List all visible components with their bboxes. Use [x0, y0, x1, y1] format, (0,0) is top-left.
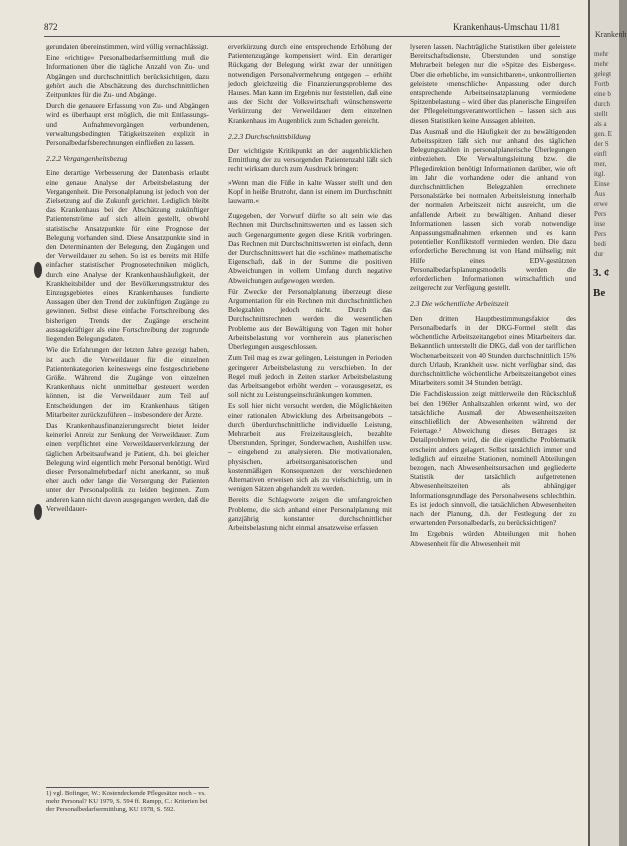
- binding-hole: [34, 504, 42, 520]
- paragraph: Durch die genauere Erfassung von Zu- und Abgängen wird es überhaupt erst möglich, die mit Entlassungs- und Aufnahmevorgängen verbundenen, verwaltungsbedingten Tätigkeitszeiten explizit in Personalbedarfsberechnungen einfließen zu lassen.: [46, 101, 209, 148]
- section-heading: 2.3 Die wöchentliche Arbeitszeit: [410, 299, 509, 309]
- paragraph: lyseren lassen. Nachträgliche Statistiken über geleistete Bereitschaftsdienste, Überstunden und sonstige Mehrarbeit belegen nur die »Spitze des Eisberges«. Über die erhebliche, im »unsichtbaren«, unkontrollierten geleistete ›menschliche‹ Anpassung oder durch entsprechende Arbeitseinsatzplanung vermiedene Spitzenbelastung – wird über das planerische Eingreifen der Pflegeleitungsverantwortlichen – lassen sich aus diesen Statistiken keine Aussagen ableiten.: [410, 42, 576, 125]
- section-heading: 2.2.3 Durchschnittsbildung: [228, 131, 311, 141]
- running-title: Krankenhaus-Umschau 11/81: [453, 22, 560, 32]
- paragraph: Zum Teil mag es zwar gelingen, Leistungen in Perioden geringerer Arbeitsbelastung zu verschieben. In der Regel muß jedoch in Zeiten starker Arbeitsbelastung das Arbeitsangebot erhöht werden – vorausgesetzt, es soll nicht zu Leistungseinschränkungen kommen.: [228, 353, 392, 400]
- adjacent-page-edge: [588, 0, 627, 846]
- adjacent-section-heading-2: Be: [593, 287, 606, 299]
- paragraph: Eine »richtige« Personalbedarfsermittlung muß die Informationen über die tägliche Anzahl von Zu- und Abgängen und durchschnittlich berücksichtigen, dazu gehört auch die Abschätzung des durchschnittlichen Zeitpunktes für die Zu- und Abgänge.: [46, 53, 209, 100]
- paragraph: erverkürzung durch eine entsprechende Erhöhung der Patientenzugänge kompensiert wird. Ein derartiger Rückgang der Belegung wirkt zwar der unnötigen notwendigen Personalvermehrung entgegen – erhöht jedoch gleichzeitig die Finanzierungsprobleme des Hauses. Man kann im Ergebnis nur feststellen, daß eine aus der Sicht der Volkswirtschaft wünschenswerte Verkürzung der Verweildauer dem einzelnen Krankenhaus im Augenblick zum Schaden gereicht.: [228, 42, 392, 125]
- paragraph: Bereits die Schlagworte zeigen die umfangreichen Probleme, die sich anhand einer Personalplanung mit ganzjährig konstanter durchschnittlicher Arbeitsbelastung nicht einmal ansatzweise erfassen: [228, 495, 392, 532]
- page-number: 872: [44, 22, 58, 32]
- paragraph: Die Fachdiskussion zeigt mittlerweile den Rückschluß bei den 1969er Anhaltszahlen erkennt wird, wo der tatsächliche Ausmaß der Abwesenheitszeiten einschließlich der Abwesenheiten während der Feiertage.² Abweichung dieses Betrages ist Detailproblemen wird, die die eigentliche Problematik erscheint anders gelagert. Selbst tatsächlich immer und lediglich auf einzelne Stationen, nominell Abteilungen bezogen, nach Abwesenheitsursachen und gegliederte Statistik der tatsächlich aufgetretenen Abwesenheitszeiten als abhängiger Informationsgrundlage des Personalwesens schlechthin. Es ist jedoch sinnvoll, die tatsächlichen Abwesenheiten nach der Planung, d.h. der Festlegung der zu erwartenden Personalbedarfs, zu berücksichtigen?: [410, 389, 576, 528]
- quotation: »Wenn man die Füße in kalte Wasser stellt und den Kopf in heiße Brutrohr, dann ist einem im Durchschnitt lauwarm.«: [228, 177, 392, 206]
- adjacent-section-heading: 3. ¢: [593, 267, 610, 279]
- paragraph: Zugegeben, der Vorwurf dürfte so alt sein wie das Rechnen mit Durchschnittswerten und es lassen sich auch Gegenargumente gegen diese Kritik vorbringen. Das Rechnen mit Durchschnittswerten ist einfach, denn der Durchschnittswert hat die »schöne« mathematische Eigenschaft, daß in der Summe die positiven Abweichungen in vollem Umfang durch negative Abweichungen aufgewogen werden.: [228, 211, 392, 285]
- paragraph: Im Ergebnis würden Abteilungen mit hohen Abwesenheit für die Abwesenheit mit: [410, 529, 576, 548]
- paragraph: Eine derartige Verbesserung der Datenbasis erlaubt eine genaue Analyse der Arbeitsbelastung der Vergangenheit. Die Personalplanung ist jedoch von der Zielsetzung auf die Zukunft gerichtet. Lediglich bleibt das Krankenhaus bei der Abschätzung zukünftiger Patientenströme auf sich allein gestellt, obwohl statistische Ansatzpunkte für eine Prognose der Belegung vorhanden sind. Diese Ansatzpunkte sind in den Determinanten der Belegung, den Zugängen und der Verweildauer zu sehen. So ist es bereits mit Hilfe einfacher statistischer Prognosetechniken möglich, durch eine Analyse der Krankenhaushäufigkeit, der Krankheitsbilder und der Bevölkerungsstruktur des Einzugsgebietes eines Krankenhauses fundierte Aussagen über den Trend der zukünftigen Zugänge zu gewinnen. Selbst diese einfache Fortschreibung des bisherigen Trends der Zugänge erscheint aussagekräftiger als eine Fortschreibung der zugrunde liegenden Belegungsdaten.: [46, 168, 209, 344]
- paragraph: Das Ausmaß und die Häufigkeit der zu bewältigenden Arbeitsspitzen läßt sich nur anhand des täglichen Belegungszahlen in personalplanerische Überlegungen einbeziehen. Die Verwaltungsleitung bzw. die Pflegedirektion benötigt Informationen darüber, wie oft im Jahr die vorhandene oder die anhand von durchschnittlichen Belegzahlen errechnete Personalstärke bei normalen Arbeitsleistung innerhalb der normalen Arbeitszeit nicht ausreicht, um die anfallende Arbeit zu bewältigen. Anhand dieser Informationen lassen sich vorab notwendige Anpassungsmaßnahmen erkennen und es kann potentieller Konfliktstoff vermieden werden. Die dazu erforderliche Berechnung ist von Hand mühselig; mit Hilfe eines EDV-gestützten Personalbedarfsplanungsmodells werden die erforderlichen Informationen wirtschaftlich und zeitgerecht zur Verfügung gestellt.: [410, 126, 576, 293]
- paragraph: Den dritten Hauptbestimmungsfaktor des Personalbedarfs in der DKG-Formel stellt das wöchentliche Arbeitszeitangebot eines Mitarbeiters dar. Bekanntlich unterstellt die DKG, daß von der tariflichen Wochenarbeitszeit von 40 Stunden durchschnittlich 15% durch Urlaub, Krankheit usw. nicht verfügbar sind, das durchschnittliche wöchentliche Arbeitszeitangebot eines Mitarbeiters somit 34 Stunden beträgt.: [410, 313, 576, 388]
- paragraph: Für Zwecke der Personalplanung überzeugt diese Argumentation für ein Rechnen mit durchschnittlichen Belegzahlen jedoch nicht. Durch das Durchschnittsrechnen werden die wesentlichen Probleme aus der Bewältigung von Tagen mit hoher Arbeitsbelastung vor vornherein aus planerischen Überlegungen ausgeschlossen.: [228, 286, 392, 352]
- text-column-2: [228, 42, 392, 534]
- adjacent-running-title: Krankenh: [595, 30, 627, 39]
- paragraph: Das Krankenhausfinanzierungsrecht bietet leider keinerlei Anreiz zur Senkung der Verweildauer. Zum einen verpflichtet eine Verweildauerverkürzung der täglichen Arbeitsaufwand je Patient, d.h. bei gleicher Belegung wird eigentlich mehr Personal benötigt. Wird dieser Personalmehrbedarf nicht anerkannt, so muß eher auch oder lange die Versorgung der Patienten unter der Personalpolitik zu leiden beginnen. Zum anderen kann nicht davon ausgegangen werden, daß die Verweildauer-: [46, 420, 209, 513]
- binding-hole: [34, 262, 42, 278]
- section-heading: 2.2.2 Vergangenheitsbezug: [46, 154, 128, 164]
- paragraph: Wie die Erfahrungen der letzten Jahre gezeigt haben, ist auch die Verweildauer für die einzelnen Patientenkategorien keineswegs eine festgeschriebene Größe. Während die Zugänge von einzelnen Krankenhaus nicht unmittelbar gesteuert werden können, ist die Verweildauer zum Teil auf Entscheidungen der im Krankenhaus tätigen Mitarbeiter zurückzuführen – insbesondere der Ärzte.: [46, 345, 209, 419]
- footnote: 1) vgl. Bofinger, W.: Kostendeckende Pflegesätze noch – vs. mehr Personal? KU 1979, S. 594 ff. Rampp, C.: Kriterien bei der Personalbedarfsermittlung, KU 1978, S. 592.: [46, 787, 209, 814]
- adjacent-page-text: mehr mehr gelegt Fortb eine b durch stellt als a gen. E der S einfl mer, itgl. Einse Aus erwe Pers inse Pers bedi dur: [594, 50, 612, 258]
- text-column-3: [410, 42, 576, 550]
- paragraph: Der wichtigste Kritikpunkt an der augenblicklichen Ermittlung der zu versorgenden Patientenzahl läßt sich recht wirksam durch zum Ausdruck bringen:: [228, 146, 392, 174]
- page-header: [44, 22, 560, 37]
- text-column-1: [46, 42, 209, 515]
- paragraph: Es soll hier nicht versucht werden, die Möglichkeiten einer rationalen Abwicklung des Arbeitsangebots – durch überdurchschnittliche individuelle Leistung, Mehrarbeit aus Freizeitausgleich, bezahlte Überstunden, Springer, Sonderwachen, Aushilfen usw. – eingehend zu analysieren. Die motivationalen, physischen, arbeitsorganisatorischen und kostenmäßigen Konsequenzen der verschiedenen Alternativen erweisen sich als zu vielschichtig, um in wenigen Sätzen abgehandelt zu werden.: [228, 401, 392, 494]
- paragraph: gerundaten übereinstimmen, wird völlig vernachlässigt.: [46, 42, 209, 51]
